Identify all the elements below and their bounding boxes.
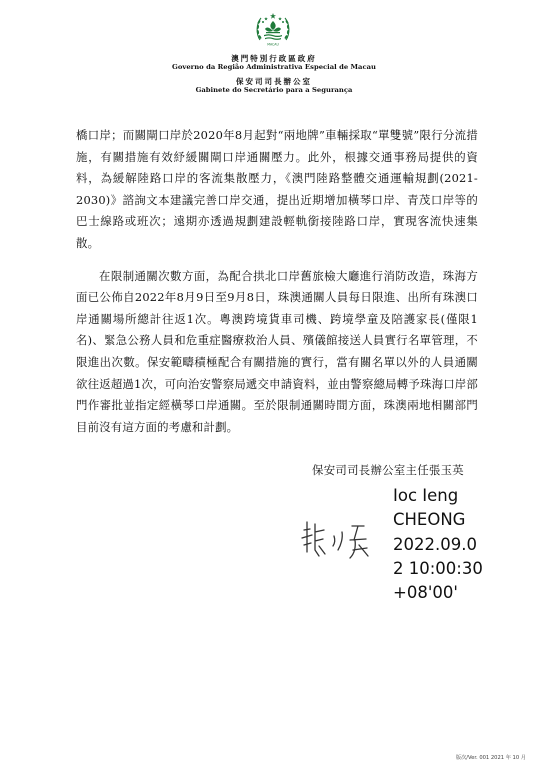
- macau-emblem-icon: [253, 10, 293, 48]
- digital-signature-line: Ioc Ieng: [393, 486, 459, 505]
- version-footer: 版次/Ver. 001 2021 年 10 月: [455, 755, 526, 761]
- digital-signature-line: +08'00': [393, 583, 458, 603]
- handwritten-signature: [298, 512, 378, 564]
- office-name-pt: Gabinete do Secretário para a Segurança: [195, 86, 353, 94]
- svg-text:MACAU: MACAU: [267, 42, 279, 47]
- signatory-title: 保安司司長辦公室主任張玉英: [312, 463, 464, 477]
- document-body: [76, 125, 478, 438]
- digital-signature-line: 2022.09.0: [393, 534, 477, 554]
- office-name-zh: 保安司司長辦公室: [236, 77, 312, 86]
- body-paragraph-1: 橋口岸；而關閘口岸於2020年8月起對“兩地牌”車輛採取“單雙號”限行分流措施，有關措施有效紓緩關閘口岸通關壓力。此外，根據交通事務局提供的資料，為緩解陸路口岸的客流集散壓力，《澳門陸路整體交通運輸規劃(2021-2030)》諮詢文本建議完善口岸交通，提出近期增加橫琴口岸、青茂口岸等的巴士線路或班次；遠期亦透過規劃建設輕軌銜接陸路口岸，實現客流快速集散。: [76, 128, 478, 250]
- body-paragraph-2: 在限制通關次數方面，為配合拱北口岸舊旅檢大廳進行消防改造，珠海方面已公佈自2022年8月9日至9月8日，珠澳通關人員每日限進、出所有珠澳口岸通關場所總計往返1次。粵澳跨境貨車司機、跨境學童及陪護家長(僅限1名)、緊急公務人員和危重症醫療救治人員、殯儀館接送人員實行名單管理，不限進出次數。保安範疇積極配合有關措施的實行，當有關名單以外的人員通關欲往返超過1次，可向治安警察局遞交申請資料，並由警察總局轉予珠海口岸部門作審批並指定經橫琴口岸通關。至於限制通關時間方面，珠澳兩地相關部門目前沒有這方面的考慮和計劃。: [76, 268, 478, 434]
- digital-signature-line: CHEONG: [393, 510, 466, 530]
- digital-signature: [393, 484, 493, 605]
- digital-signature-line: 2 10:00:30: [393, 558, 483, 578]
- government-name-zh: 澳門特別行政區政府: [231, 54, 317, 63]
- government-name-pt: Governo da Região Administrativa Especial de Macau: [172, 63, 376, 71]
